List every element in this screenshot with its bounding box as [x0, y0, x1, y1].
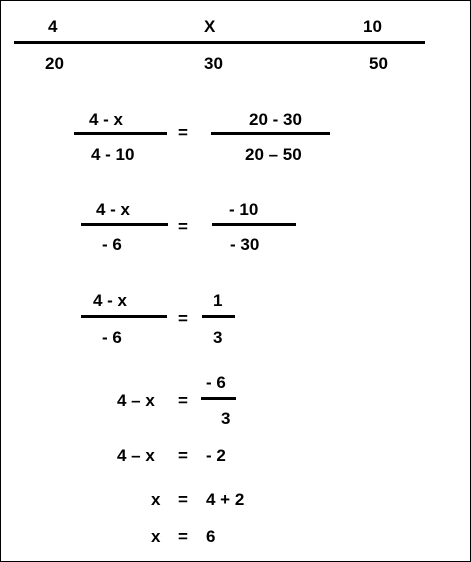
step3-left-fraction-bar	[81, 315, 167, 318]
step2-equals: =	[178, 217, 188, 236]
step1-equals: =	[178, 123, 188, 142]
step3-right-fraction-bar	[202, 315, 235, 318]
step2-left-fraction-bar	[81, 223, 168, 226]
step7-equals: =	[178, 527, 188, 546]
step5-lhs: 4 – x	[117, 446, 155, 465]
header-top-2: X	[204, 17, 216, 36]
step3-left-denominator: - 6	[102, 328, 122, 347]
step1-left-denominator: 4 - 10	[91, 145, 135, 164]
step2-right-fraction-bar	[212, 223, 296, 226]
step2-left-numerator: 4 - x	[96, 200, 131, 219]
step3-equals: =	[178, 309, 188, 328]
step6-lhs: x	[151, 490, 161, 509]
step3-right-numerator: 1	[213, 291, 223, 310]
step1-left-numerator: 4 - x	[89, 110, 124, 129]
step4-right-fraction-bar	[201, 397, 236, 400]
step3-left-numerator: 4 - x	[93, 291, 128, 310]
step2-left-denominator: - 6	[102, 235, 122, 254]
step6-rhs: 4 + 2	[206, 490, 245, 509]
step1-right-fraction-bar	[211, 132, 330, 135]
step2-right-numerator: - 10	[229, 200, 259, 219]
step7-rhs: 6	[206, 527, 216, 546]
step1-right-denominator: 20 – 50	[245, 145, 302, 164]
header-divider	[14, 41, 425, 44]
step1-right-numerator: 20 - 30	[249, 110, 302, 129]
step7-lhs: x	[151, 527, 161, 546]
step4-right-numerator: - 6	[206, 373, 226, 392]
header-bottom-3: 50	[369, 54, 388, 73]
step5-rhs: - 2	[206, 446, 226, 465]
step2-right-denominator: - 30	[230, 235, 260, 254]
header-bottom-2: 30	[204, 54, 223, 73]
step5-equals: =	[178, 446, 188, 465]
step4-equals: =	[178, 391, 188, 410]
step3-right-denominator: 3	[213, 328, 223, 347]
header-top-1: 4	[48, 17, 58, 36]
step4-lhs: 4 – x	[117, 391, 155, 410]
header-bottom-1: 20	[45, 54, 64, 73]
header-top-3: 10	[363, 17, 382, 36]
step1-left-fraction-bar	[74, 132, 167, 135]
step4-right-denominator: 3	[221, 409, 231, 428]
step6-equals: =	[178, 490, 188, 509]
